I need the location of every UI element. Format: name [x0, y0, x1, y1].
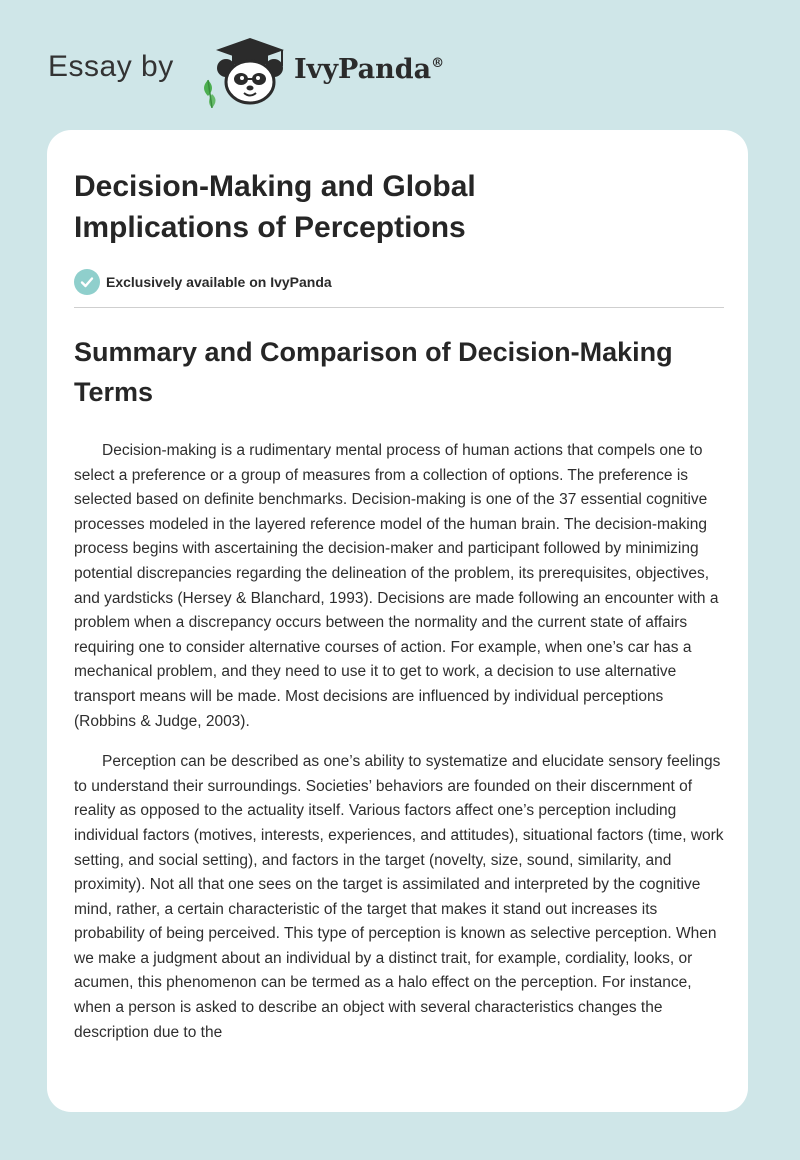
divider — [74, 307, 724, 308]
essay-by-label: Essay by — [48, 50, 174, 83]
brand-name[interactable]: IvyPanda® — [294, 54, 445, 85]
page-title: Decision-Making and Global Implications of Perceptions — [74, 170, 476, 244]
check-circle-icon — [74, 269, 100, 295]
section-heading: Summary and Comparison of Decision-Making Terms — [74, 337, 673, 407]
essay-card — [47, 130, 748, 1112]
exclusive-label: Exclusively available on IvyPanda — [106, 274, 332, 290]
exclusive-badge — [74, 268, 724, 296]
site-header — [48, 36, 468, 106]
paragraph: Perception can be described as one’s ability to systematize and elucidate sensory feelings to understand their surroundings. Societies’ behaviors are founded on their discernment of reality as opposed to the actuality itself. Various factors affect one’s perception including individual factors (motives, interests, experiences, and attitudes), situational factors (time, work setting, and social setting), and factors in the target (novelty, size, sound, similarity, and proximity). Not all that one sees on the target is assimilated and interpreted by the cognitive mind, rather, a certain characteristic of the target that makes it stand out increases its probability of being perceived. This type of perception is known as selective perception. When we make a judgment about an individual by a distinct trait, for example, cordiality, looks, or acumen, this phenomenon can be termed as a halo effect on the perception. For instance, when a person is asked to describe an object with several characteristics changes the description due to the — [74, 753, 724, 1041]
panda-graduate-logo-icon[interactable] — [198, 36, 290, 108]
paragraph: Decision-making is a rudimentary mental process of human actions that compels one to select a preference or a group of measures from a collection of options. The preference is selected based on definite benchmarks. Decision-making is one of the 37 essential cognitive processes modeled in the layered reference model of the human brain. The decision-making process begins with ascertaining the decision-maker and participant followed by minimizing potential discrepancies regarding the delineation of the problem, its prerequisites, objectives, and yardsticks (Hersey & Blanchard, 1993). Decisions are made following an encounter with a problem when a discrepancy occurs between the normality and the current state of affairs requiring one to consider alternative courses of action. For example, when one’s car has a mechanical problem, and they need to use it to get to work, a decision to use alternative transport means will be made. Most decisions are influenced by individual perceptions (Robbins & Judge, 2003). — [74, 442, 719, 730]
